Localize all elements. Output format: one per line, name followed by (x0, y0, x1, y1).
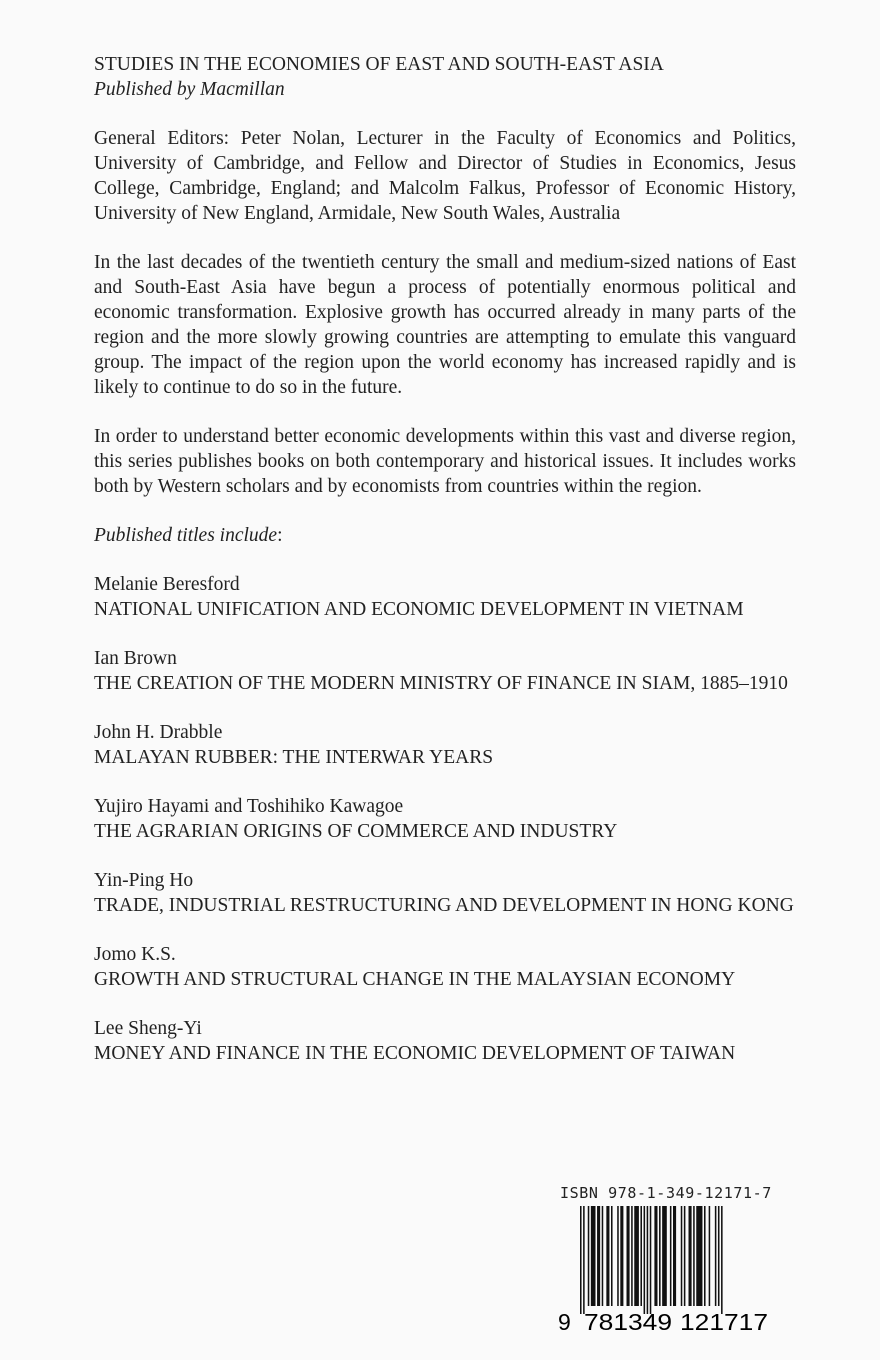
barcode-bar (662, 1206, 667, 1306)
book-author: Jomo K.S. (94, 944, 176, 965)
book-title: MONEY AND FINANCE IN THE ECONOMIC DEVELOPMENT OF TAIWAN (94, 1043, 736, 1064)
book-author: Yin-Ping Ho (94, 870, 194, 891)
barcode-bar (654, 1206, 657, 1306)
barcode-bar (718, 1206, 720, 1306)
book-entry (94, 868, 796, 918)
barcode-bar (673, 1206, 676, 1306)
isbn-label: ISBN 978-1-349-12171-7 (560, 1184, 772, 1202)
barcode-leading-digit: 9 (558, 1309, 571, 1334)
book-author: Melanie Beresford (94, 574, 240, 595)
barcode-bar (631, 1206, 633, 1306)
barcode-bar (620, 1206, 623, 1306)
book-title: NATIONAL UNIFICATION AND ECONOMIC DEVELOPMENT IN VIETNAM (94, 599, 744, 620)
barcode-bar (640, 1206, 642, 1306)
barcode-bar (696, 1206, 702, 1306)
barcode-bar (721, 1206, 723, 1314)
barcode-bar (689, 1206, 692, 1306)
barcode-bar (647, 1206, 649, 1314)
barcode-bar (684, 1206, 686, 1306)
barcode-left-digits: 781349 (584, 1309, 672, 1334)
barcode-bars (580, 1206, 723, 1314)
barcode-bar (715, 1206, 717, 1306)
barcode-bar (681, 1206, 683, 1306)
published-titles-heading-colon: : (277, 525, 283, 546)
book-title: THE CREATION OF THE MODERN MINISTRY OF FINANCE IN SIAM, 1885–1910 (94, 673, 788, 694)
barcode-bar (693, 1206, 695, 1306)
series-scope-paragraph: In order to understand better economic developments within this vast and diverse region, this series publishes books on both contemporary and historical issues. It includes works both by Western scholars and by economists from countries within the region. (94, 426, 796, 497)
barcode-bar (670, 1206, 672, 1306)
isbn-barcode-block (558, 1184, 798, 1334)
book-title: TRADE, INDUSTRIAL RESTRUCTURING AND DEVELOPMENT IN HONG KONG (94, 895, 794, 916)
barcode-bar (588, 1206, 590, 1306)
book-title: MALAYAN RUBBER: THE INTERWAR YEARS (94, 747, 494, 768)
barcode-bar (583, 1206, 585, 1314)
book-entry (94, 572, 796, 622)
barcode-bar (627, 1206, 630, 1306)
publisher-line: Published by Macmillan (94, 79, 285, 100)
barcode-bar (617, 1206, 619, 1306)
barcode-bar (650, 1206, 652, 1314)
barcode-graphic (558, 1204, 794, 1334)
series-description-paragraph: In the last decades of the twentieth century the small and medium-sized nations of East and South-East Asia have begun a process of potentially enormous political and economic transformation. Explosive growth has occurred already in many parts of the region and the more slowly growing countries are attempting to emulate this vanguard group. The impact of the region upon the world economy has increased rapidly and is likely to continue to do so in the future. (94, 252, 796, 398)
series-title: STUDIES IN THE ECONOMIES OF EAST AND SOUTH-EAST ASIA (94, 54, 664, 75)
barcode-bar (709, 1206, 711, 1306)
barcode-bar (634, 1206, 639, 1306)
barcode-bar (580, 1206, 582, 1314)
barcode-right-digits: 121717 (680, 1309, 768, 1334)
back-cover-text (94, 52, 796, 1066)
barcode-bar (644, 1206, 646, 1314)
book-entry (94, 1016, 796, 1066)
barcode-bar (606, 1206, 609, 1306)
barcode-bar (597, 1206, 600, 1306)
book-author: Yujiro Hayami and Toshihiko Kawagoe (94, 796, 404, 817)
published-titles-heading-text: Published titles include (94, 525, 278, 546)
barcode-bar (704, 1206, 706, 1306)
book-author: Ian Brown (94, 648, 177, 669)
book-author: John H. Drabble (94, 722, 223, 743)
book-entry (94, 720, 796, 770)
book-author: Lee Sheng-Yi (94, 1018, 202, 1039)
barcode-bar (591, 1206, 596, 1306)
book-title: GROWTH AND STRUCTURAL CHANGE IN THE MALAYSIAN ECONOMY (94, 969, 736, 990)
general-editors-paragraph: General Editors: Peter Nolan, Lecturer in the Faculty of Economics and Politics, University of Cambridge, and Fellow and Director of Studies in Economics, Jesus College, Cambridge, England; and Malcolm Falkus, Professor of Economic History, University of New England, Armidale, New South Wales, Australia (94, 128, 796, 224)
book-entry (94, 794, 796, 844)
published-titles-heading (94, 523, 796, 548)
book-entry (94, 942, 796, 992)
barcode-bar (611, 1206, 613, 1306)
barcode-bar (602, 1206, 604, 1306)
barcode-bar (659, 1206, 661, 1306)
book-title: THE AGRARIAN ORIGINS OF COMMERCE AND INDUSTRY (94, 821, 618, 842)
book-entry (94, 646, 796, 696)
